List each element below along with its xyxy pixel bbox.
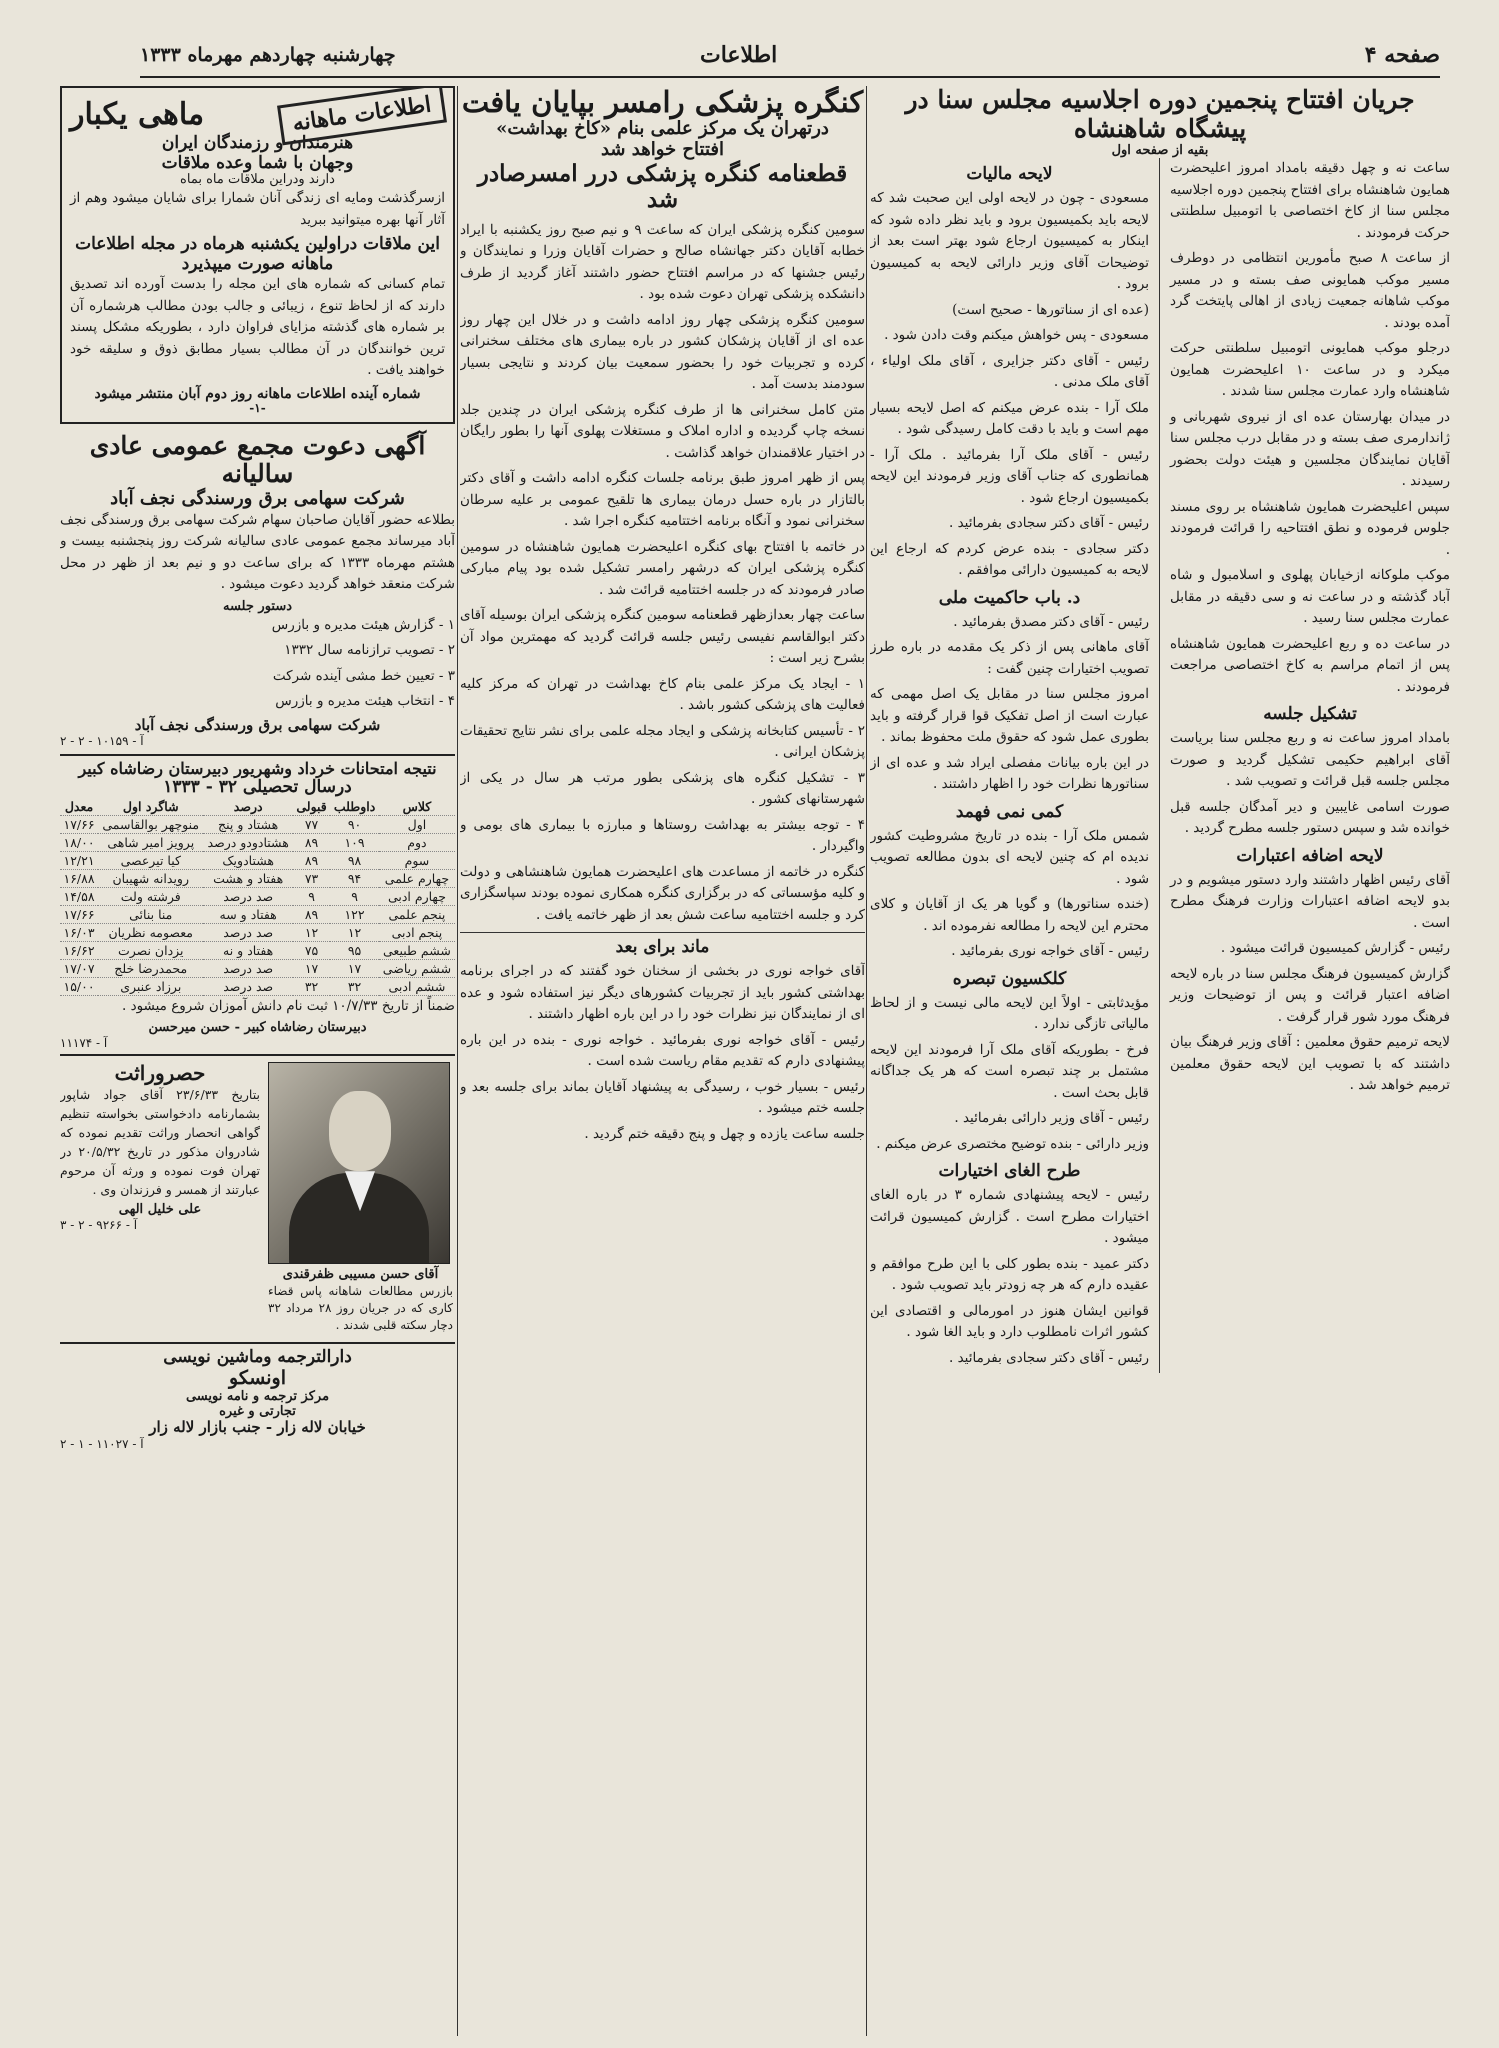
table-cell: صد درصد — [203, 977, 292, 995]
exam-note: ضمناً از تاریخ ۱۰/۷/۳۳ ثبت نام دانش آموزان شروع میشود . — [121, 997, 455, 1014]
exam-results — [60, 754, 455, 1050]
article-headline: کنگره پزشکی رامسر بپایان یافت — [461, 86, 864, 119]
table-cell: منا بنائی — [98, 905, 203, 923]
agm-agenda-title: دستور جلسه — [222, 598, 293, 614]
section-heading: ماند برای بعد — [460, 932, 865, 957]
ad-subtitle: هنرمندان و رزمندگان ایران — [161, 133, 354, 153]
paper-name: اطلاعات — [700, 42, 778, 68]
table-cell: ۱۷ — [330, 959, 379, 977]
table-cell: صد درصد — [203, 923, 292, 941]
table-header: شاگرد اول — [98, 798, 203, 816]
paragraph: رئیس - بسیار خوب ، رسیدگی به پیشنهاد آقایان بماند برای جلسه بعد و جلسه ختم میشود . — [460, 1078, 865, 1117]
ad-subtitle: وجهان با شما وعده ملاقات — [161, 152, 354, 173]
table-cell: ۹۵ — [330, 941, 379, 959]
table-cell: یزدان نصرت — [98, 941, 203, 959]
subcolumn-a — [1170, 158, 1450, 1373]
paragraph: فرخ - بطوریکه آقای ملک آرا فرمودند این لایحه مشتمل بر چند تبصره است که هر یک جداگانه قابل بحث است . — [870, 1041, 1150, 1101]
table-cell: ۱۲۲ — [330, 905, 379, 923]
exam-subtitle: درسال تحصیلی ۳۲ - ۱۳۳۳ — [163, 777, 352, 798]
ad-code: آ - ۱۱۱۷۴ — [60, 1036, 108, 1051]
section-heading: کمی نمی فهمد — [955, 801, 1064, 822]
ad-body: ازسرگذشت ومایه ای زندگی آنان شمارا برای شایان میشود وهم از آثار آنها بهره میتوانید ببرید — [70, 190, 445, 228]
translation-ad — [60, 1342, 455, 1451]
table-cell: ۱۴/۵۸ — [60, 887, 98, 905]
translation-line: مرکز ترجمه و نامه نویسی — [185, 1388, 330, 1404]
table-cell: صد درصد — [203, 887, 292, 905]
ad-number: -۱- — [249, 400, 266, 415]
paragraph: مسعودی - چون در لایحه اولی این صحبت شد که لایحه باید بکمیسیون برود و باید نظر داده شود که اینکار به کمیسیون ارجاع شود بهتر است بعد از توضیحات آقای وزیر دارائی لایحه به کمیسیون برود . — [870, 190, 1150, 293]
obit-body: بتاریخ ۲۳/۶/۳۳ آقای جواد شاپور بشمارنامه دادخواستی بخواسته تنظیم گواهی انحصار وراثت تقدیم نموده که شادروان مذکور در تاریخ ۲۰/۵/۳۲ در تهران فوت نموده و ورثه آن مرحوم عبارتند از همسر و فرزندان وی . — [60, 1087, 260, 1198]
article-body — [870, 188, 1149, 582]
table-header-row — [60, 798, 455, 816]
paragraph: رئیس - آقای دکتر سجادی بفرمائید . — [948, 515, 1150, 532]
agm-company: شرکت سهامی برق ورسندگی نجف آباد — [110, 488, 405, 510]
paragraph: رئیس - لایحه پیشنهادی شماره ۳ در باره الغای اختیارات مطرح است . گزارش کمیسیون قرائت میشود . — [870, 1187, 1150, 1247]
agm-agenda-item: ۱ - گزارش هیئت مدیره و بازرس — [271, 616, 455, 633]
paragraph: قوانین ایشان هنوز در امورمالی و اقتصادی این کشور اثرات نامطلوب دارد و باید الغا شود . — [870, 1302, 1150, 1341]
obit-photo-block — [268, 1062, 453, 1338]
table-header: معدل — [60, 798, 98, 816]
translation-line: تجارتی و غیره — [219, 1403, 296, 1419]
table-cell: ۱۷ — [293, 959, 330, 977]
paragraph: درجلو موکب همایونی اتومبیل سلطنتی حرکت میکرد و در ساعت ۱۰ اعلیحضرت همایون شاهنشاه وارد عمارت مجلس سنا شدند . — [1170, 340, 1450, 400]
exam-table — [60, 798, 455, 996]
paragraph: رئیس - آقای خواجه نوری بفرمائید . — [951, 943, 1150, 960]
ad-title: ماهی یکبار — [70, 96, 205, 132]
subcolumn-b — [870, 158, 1149, 1373]
column-rule — [457, 86, 458, 2036]
article-headline: جریان افتتاح پنجمین دوره اجلاسیه مجلس سنا در پیشگاه شاهنشاه — [905, 86, 1415, 143]
table-cell: چهارم علمی — [379, 869, 455, 887]
paragraph: در خاتمه با افتتاح بهای کنگره اعلیحضرت همایون شاهنشاه در سومین کنگره پزشکی ایران که درشهر رامسر تشکیل شده بود پیام مبارکی صادر فرمودند که در جلسه اختتامیه قرائت شد . — [460, 538, 865, 598]
right-columns — [870, 158, 1450, 1373]
paragraph: ۳ - تشکیل کنگره های پزشکی بطور مرتب هر سال در یکی از شهرستانهای کشور . — [460, 769, 865, 808]
paragraph: از ساعت ۸ صبح مأمورین انتظامی در دوطرف مسیر موکب همایونی صف بسته و در مسیر موکب شاهانه جمعیت زیادی از اهالی پایتخت گرد آمده بودند . — [1170, 250, 1450, 331]
agm-agenda-item: ۲ - تصویب ترازنامه سال ۱۳۳۲ — [284, 642, 455, 659]
table-cell: ۹۴ — [330, 869, 379, 887]
continued-note: بقیه از صفحه اول — [1111, 142, 1209, 158]
paragraph: ملک آرا - بنده عرض میکنم که اصل لایحه بسیار مهم است و باید با دقت کامل رسیدگی شود . — [870, 399, 1150, 438]
table-row — [60, 941, 455, 959]
paragraph: رئیس - آقای دکتر مصدق بفرمائید . — [953, 613, 1150, 630]
table-cell: ۱۲ — [293, 923, 330, 941]
obit-sign: علی خلیل الهی — [118, 1202, 202, 1218]
paragraph: آقای رئیس اظهار داشتند وارد دستور میشویم و در بدو لایحه اضافه اعتبارات وزارت فرهنگ مطرح است . — [1170, 871, 1450, 931]
article-deck: درتهران یک مرکز علمی بنام «کاخ بهداشت» — [496, 118, 829, 140]
table-cell: صد درصد — [203, 959, 292, 977]
paragraph: موکب ملوکانه ازخیابان پهلوی و اسلامبول و شاه آباد گذشته و در ساعت نه و سی دقیقه در مقابل عمارت مجلس سنا رسید . — [1170, 567, 1450, 627]
paragraph: متن کامل سخنرانی ها از طرف کنگره پزشکی ایران در چندین جلد نسخه چاپ گردیده و اداره املاک و مستغلات پهلوی آنها را بطور رایگان در اختیار علاقمندان خواهد گذاشت . — [460, 401, 865, 461]
article-body — [1170, 870, 1450, 1097]
paragraph: آقای ماهانی پس از ذکر یک مقدمه در باره طرز تصویب اختیارات چنین گفت : — [870, 639, 1150, 677]
table-cell: ۱۲/۲۱ — [60, 851, 98, 869]
agm-sign: شرکت سهامی برق ورسندگی نجف آباد — [134, 715, 381, 734]
paragraph: رئیس - آقای دکتر جزایری ، آقای ملک اولیاء ، آقای ملک مدنی . — [870, 352, 1150, 391]
table-cell: هفتاد و نه — [203, 941, 292, 959]
paragraph: رئیس - گزارش کمیسیون قرائت میشود . — [1220, 940, 1450, 957]
table-cell: هشتاد و پنج — [203, 815, 292, 833]
table-cell: پرویز امیر شاهی — [98, 833, 203, 851]
translation-address: خیابان لاله زار - جنب بازار لاله زار — [149, 1418, 366, 1437]
article-body — [870, 993, 1149, 1156]
table-cell: ۸۹ — [293, 905, 330, 923]
table-cell: ۱۸/۰۰ — [60, 833, 98, 851]
table-cell: اول — [379, 815, 455, 833]
monthly-magazine-ad — [60, 86, 455, 424]
table-cell: ۸۹ — [293, 851, 330, 869]
agm-agenda-item: ۴ - انتخاب هیئت مدیره و بازرس — [275, 693, 455, 710]
table-cell: ۱۰۹ — [330, 833, 379, 851]
table-row — [60, 833, 455, 851]
paragraph: (خنده سناتورها) و گویا هر یک از آقایان و کلای محترم این لایحه را مطالعه نفرموده اند . — [870, 896, 1150, 934]
paragraph: در میدان بهارستان عده ای از نیروی شهربانی و ژاندارمری صف بسته و در مقابل درب مجلس سنا آقایان نمایندگان مجلسین و هیئت دولت بحضور رسیدند . — [1170, 408, 1450, 490]
table-cell: ششم ادبی — [379, 977, 455, 995]
paragraph: شمس ملک آرا - بنده در تاریخ مشروطیت کشور ندیده ام که چنین لایحه ای بدون مطالعه تصویب شود . — [870, 827, 1150, 887]
table-cell: پنجم علمی — [379, 905, 455, 923]
table-row — [60, 977, 455, 995]
paragraph: رئیس - آقای دکتر سجادی بفرمائید . — [948, 1349, 1150, 1366]
paragraph: وزیر دارائی - بنده توضیح مختصری عرض میکنم . — [876, 1135, 1150, 1152]
table-cell: سوم — [379, 851, 455, 869]
table-cell: ۳۲ — [293, 977, 330, 995]
table-header: داوطلب — [330, 798, 379, 816]
table-cell: فرشته ولت — [98, 887, 203, 905]
paragraph: سپس اعلیحضرت همایون شاهنشاه بر روی مسند جلوس فرموده و نطق افتتاحیه را قرائت فرمودند . — [1170, 498, 1450, 558]
paragraph: در ساعت ده و ربع اعلیحضرت همایون شاهنشاه پس از اتمام مراسم به کاخ اختصاصی مراجعت فرمودند . — [1170, 635, 1450, 695]
exam-title: نتیجه امتحانات خرداد وشهریور دبیرستان رضاشاه کبیر — [78, 758, 437, 778]
table-header: درصد — [203, 798, 292, 816]
table-row — [60, 869, 455, 887]
agm-body: بطلاعه حضور آقایان صاحبان سهام شرکت سهامی برق ورسندگی نجف آباد میرساند مجمع عمومی عادی سالیانه شرکت روز پنجشنبه بیست و هشتم مهرماه ۱۳۳۳ که برای ساعت دو و نیم بعد از ظهر در محل شرکت منعقد خواهد گردید دعوت میشود . — [60, 511, 455, 593]
article-deck: قطعنامه کنگره پزشکی درر امسرصادر شد — [477, 159, 848, 214]
table-cell: ۷۷ — [293, 815, 330, 833]
table-cell: معصومه نظریان — [98, 923, 203, 941]
paragraph: مسعودی - پس خواهش میکنم وقت دادن شود . — [884, 327, 1150, 344]
magazine-logo: اطلاعات ماهانه — [277, 86, 447, 145]
table-row — [60, 887, 455, 905]
table-cell: هفتاد و هشت — [203, 869, 292, 887]
article-deck: افتتاح خواهد شد — [600, 139, 724, 161]
ad-highlight: این ملاقات دراولین یکشنبه هرماه در مجله اطلاعات ماهانه صورت میپذیرد — [75, 234, 440, 274]
table-cell: پنجم ادبی — [379, 923, 455, 941]
paragraph: رئیس - آقای وزیر دارائی بفرمائید . — [954, 1110, 1150, 1127]
ad-code: آ - ۱۱۰۲۷ - ۱ - ۲ — [60, 1436, 144, 1451]
paragraph: مؤیدثابتی - اولاً این لایحه مالی نیست و از لحاظ مالیاتی تازگی ندارد . — [870, 994, 1150, 1033]
table-cell: دوم — [379, 833, 455, 851]
paragraph: گزارش کمیسیون فرهنگ مجلس سنا در باره لایحه اضافه اعتبار قرائت و پس از توضیحات وزیر فرهنگ مورد شور قرار گرفت . — [1170, 965, 1450, 1025]
ad-footer: شماره آینده اطلاعات ماهانه روز دوم آبان منتشر میشود — [94, 385, 421, 402]
section-heading: د. باب حاکمیت ملی — [938, 587, 1081, 608]
masthead — [140, 38, 1440, 78]
table-cell: رویدانه شهیبان — [98, 869, 203, 887]
table-cell: ۱۶/۶۲ — [60, 941, 98, 959]
agm-agenda-item: ۳ - تعیین خط مشی آینده شرکت — [272, 667, 455, 684]
agm-notice — [60, 432, 455, 748]
paragraph: لایحه ترمیم حقوق معلمین : آقای وزیر فرهنگ بیان داشتند که با تصویب این لایحه حقوق معلمین ترمیم خواهد شد . — [1170, 1034, 1450, 1094]
article-body — [460, 961, 865, 1145]
table-cell: هفتاد و سه — [203, 905, 292, 923]
right-column — [870, 86, 1450, 1373]
issue-date: چهارشنبه چهاردهم مهرماه ۱۳۳۳ — [140, 44, 396, 66]
paragraph: آقای خواجه نوری در بخشی از سخنان خود گفتند که در اجرای برنامه بهداشتی کشور باید از تجربیات کشورهای دیگر نیز استفاده شود و عده ای از نمایندگان نیز نظرات خود را در این باره اظهار داشتند . — [460, 963, 865, 1023]
paragraph: صورت اسامی غایبین و دیر آمدگان جلسه قبل خوانده شد و سپس دستور جلسه مطرح گردید . — [1170, 798, 1450, 837]
paragraph: (عده ای از سناتورها - صحیح است) — [952, 301, 1150, 318]
paragraph: در این باره بیانات مفصلی ایراد شد و عده ای از سناتورها نظرات خود را اظهار داشتند . — [870, 754, 1150, 793]
ad-code: آ - ۹۲۶۶ - ۲ - ۳ — [60, 1218, 138, 1233]
table-header: کلاس — [379, 798, 455, 816]
table-cell: هشتادودو درصد — [203, 833, 292, 851]
paragraph: ۱ - ایجاد یک مرکز علمی بنام کاخ بهداشت در تهران که مرکز کلیه فعالیت های پزشکی کشور باشد . — [460, 675, 865, 714]
paragraph: رئیس - آقای ملک آرا بفرمائید . ملک آرا - همانطوری که جناب آقای وزیر فرمودند این لایحه بکمیسیون ارجاع شود . — [870, 446, 1150, 506]
portrait-face — [329, 1091, 391, 1171]
table-cell: ۸۹ — [293, 833, 330, 851]
table-cell: ۱۶/۸۸ — [60, 869, 98, 887]
table-cell: ۱۵/۰۰ — [60, 977, 98, 995]
obit-text — [60, 1062, 260, 1338]
table-header: قبولی — [293, 798, 330, 816]
table-cell: ۹ — [330, 887, 379, 905]
middle-column — [460, 86, 865, 1149]
paragraph: رئیس - آقای خواجه نوری بفرمائید . خواجه نوری - بنده در این باره پیشنهادی دارم که تقدیم مقام ریاست شده است . — [460, 1031, 865, 1070]
table-cell: ششم طبیعی — [379, 941, 455, 959]
article-body — [870, 1185, 1149, 1369]
section-heading: لایحه مالیات — [966, 164, 1053, 185]
table-cell: چهارم ادبی — [379, 887, 455, 905]
table-cell: ۱۷/۶۶ — [60, 905, 98, 923]
table-cell: منوچهر بوالقاسمی — [98, 815, 203, 833]
obituary-block — [60, 1054, 455, 1338]
photo-caption-name: آقای حسن مسیبی ظفرقندی — [282, 1267, 439, 1283]
ad-body: تمام کسانی که شماره های این مجله را بدست آورده اند تصدیق دارند که از لحاظ تنوع ، زیبائی و جالب بودن مطالب هرشماره آن بر شماره های گذشته مزایای فراوان دارد ، بطوریکه مشکل پسند ترین خوانندگان در آن مطالب بسیار مطابق ذوق و سلیقه خود خواهند یافت . — [70, 276, 445, 379]
paragraph: امروز مجلس سنا در مقابل یک اصل مهمی که عبارت است از اصل تفکیک قوا قرار گرفته و باید بطوری عمل شود که حقوق ملت محفوظ بماند . — [870, 686, 1150, 746]
paragraph: بامداد امروز ساعت نه و ربع مجلس سنا بریاست آقای ابراهیم حکیمی تشکیل گردید و صورت مجلس جلسه قبل قرائت و تصویب شد . — [1170, 730, 1450, 790]
paragraph: کنگره در خاتمه از مساعدت های اعلیحضرت همایون شاهنشاهی و دولت و کلیه مؤسساتی که در برگزاری کنگره همکاری نموده بودند سپاسگزاری کرد و جلسه اختتامیه ساعت شش بعد از ظهر خاتمه یافت . — [460, 863, 865, 923]
section-heading: تشکیل جلسه — [1263, 704, 1357, 725]
ad-line: دارند ودراین ملاقات ماه بماه — [180, 172, 335, 188]
subcolumn-rule — [1159, 158, 1160, 1373]
translation-title: دارالترجمه وماشین نویسی — [163, 1347, 352, 1368]
article-body — [870, 612, 1149, 796]
table-row — [60, 815, 455, 833]
left-column — [60, 86, 455, 1451]
paragraph: سومین کنگره پزشکی ایران که ساعت ۹ و نیم صبح روز یکشنبه با ایراد خطابه آقایان دکتر جهانشاه صالح و حضرات آقایان وزرا و نمایندگان و رئیس جشنها که در مراسم افتتاح حضور داشتند آغاز گردید از طرف دانشکده پزشکی تهران دعوت شده بود . — [460, 221, 865, 303]
column-rule — [866, 86, 867, 2036]
paragraph: ۲ - تأسیس کتابخانه پزشکی و ایجاد مجله علمی برای نشر نتایج تحقیقات پزشکان ایرانی . — [460, 722, 865, 761]
table-row — [60, 923, 455, 941]
paragraph: دکتر سجادی - بنده عرض کردم که ارجاع این لایحه به کمیسیون دارائی موافقم . — [870, 540, 1150, 579]
paragraph: ساعت چهار بعدازظهر قطعنامه سومین کنگره پزشکی ایران بوسیله آقای دکتر ابوالقاسم نفیسی رئیس جلسه قرائت گردید که مهمترین مواد آن بشرح زیر است : — [460, 607, 865, 667]
table-cell: ۷۳ — [293, 869, 330, 887]
paragraph: ساعت نه و چهل دقیقه بامداد امروز اعلیحضرت همایون شاهنشاه برای افتتاح پنجمین دوره اجلاسیه مجلس سنا از کاخ اختصاصی با اتومبیل سلطنتی حرکت فرمودند . — [1170, 160, 1450, 241]
paragraph: ۴ - توجه بیشتر به بهداشت روستاها و مبارزه با بیماری های بومی و واگیردار . — [460, 816, 865, 855]
paragraph: جلسه ساعت یازده و چهل و پنج دقیقه ختم گردید . — [584, 1125, 865, 1142]
section-heading: لایحه اضافه اعتبارات — [1236, 845, 1384, 866]
page-number: صفحه ۴ — [1364, 42, 1440, 68]
portrait-photo — [268, 1062, 450, 1264]
ad-code: آ - ۱۰۱۵۹ - ۲ - ۲ — [60, 733, 144, 748]
table-row — [60, 959, 455, 977]
table-cell: محمدرضا خلج — [98, 959, 203, 977]
table-cell: ششم ریاضی — [379, 959, 455, 977]
paragraph: سومین کنگره پزشکی چهار روز ادامه داشت و در خلال این چهار روز عده ای از آقایان پزشکان کشور در باره بیماری های مختلف سخنرانی کرده و تجربیات خود را بحضور سمعیت بیان کردند و نتایجی بسیار سودمند بدست آمد . — [460, 311, 865, 393]
table-cell: هشتادویک — [203, 851, 292, 869]
article-body — [1170, 728, 1450, 840]
table-cell: ۳۲ — [330, 977, 379, 995]
table-cell: ۹۰ — [330, 815, 379, 833]
table-cell: ۹ — [293, 887, 330, 905]
article-body — [870, 826, 1149, 963]
table-cell: ۱۷/۰۷ — [60, 959, 98, 977]
translation-name: اونسکو — [229, 1366, 286, 1389]
article-body — [460, 220, 865, 927]
table-cell: ۷۵ — [293, 941, 330, 959]
agm-title: آگهی دعوت مجمع عمومی عادی سالیانه — [89, 430, 426, 489]
paragraph: پس از ظهر امروز طبق برنامه جلسات کنگره ادامه داشت و آقای دکتر بالتازار در باره حسل درمان بیماری ها تلقیح عمومی بر علیه سرطان سخنرانی نمود و آنگاه برنامه اختتامیه کنگره اجرا شد . — [460, 470, 865, 530]
exam-sign: دبیرستان رضاشاه کبیر - حسن میرحسن — [148, 1020, 367, 1036]
table-cell: برزاد عنبری — [98, 977, 203, 995]
table-row — [60, 851, 455, 869]
article-body — [1170, 158, 1450, 698]
table-cell: ۱۲ — [330, 923, 379, 941]
table-row — [60, 905, 455, 923]
table-cell: کیا تیرعصی — [98, 851, 203, 869]
section-heading: کلکسیون تبصره — [952, 968, 1067, 989]
table-cell: ۱۶/۰۳ — [60, 923, 98, 941]
section-heading: طرح الغای اختیارات — [938, 1161, 1081, 1182]
table-cell: ۹۸ — [330, 851, 379, 869]
photo-caption: بازرس مطالعات شاهانه پاس قضاء کاری که در جریان روز ۲۸ مرداد ۳۲ دچار سکته قلبی شدند . — [268, 1284, 453, 1333]
table-cell: ۱۷/۶۶ — [60, 815, 98, 833]
paragraph: دکتر عمید - بنده بطور کلی با این طرح موافقم و عقیده دارم که هر چه زودتر باید تصویب شود . — [870, 1255, 1150, 1294]
obit-title: حصروراثت — [114, 1061, 206, 1086]
